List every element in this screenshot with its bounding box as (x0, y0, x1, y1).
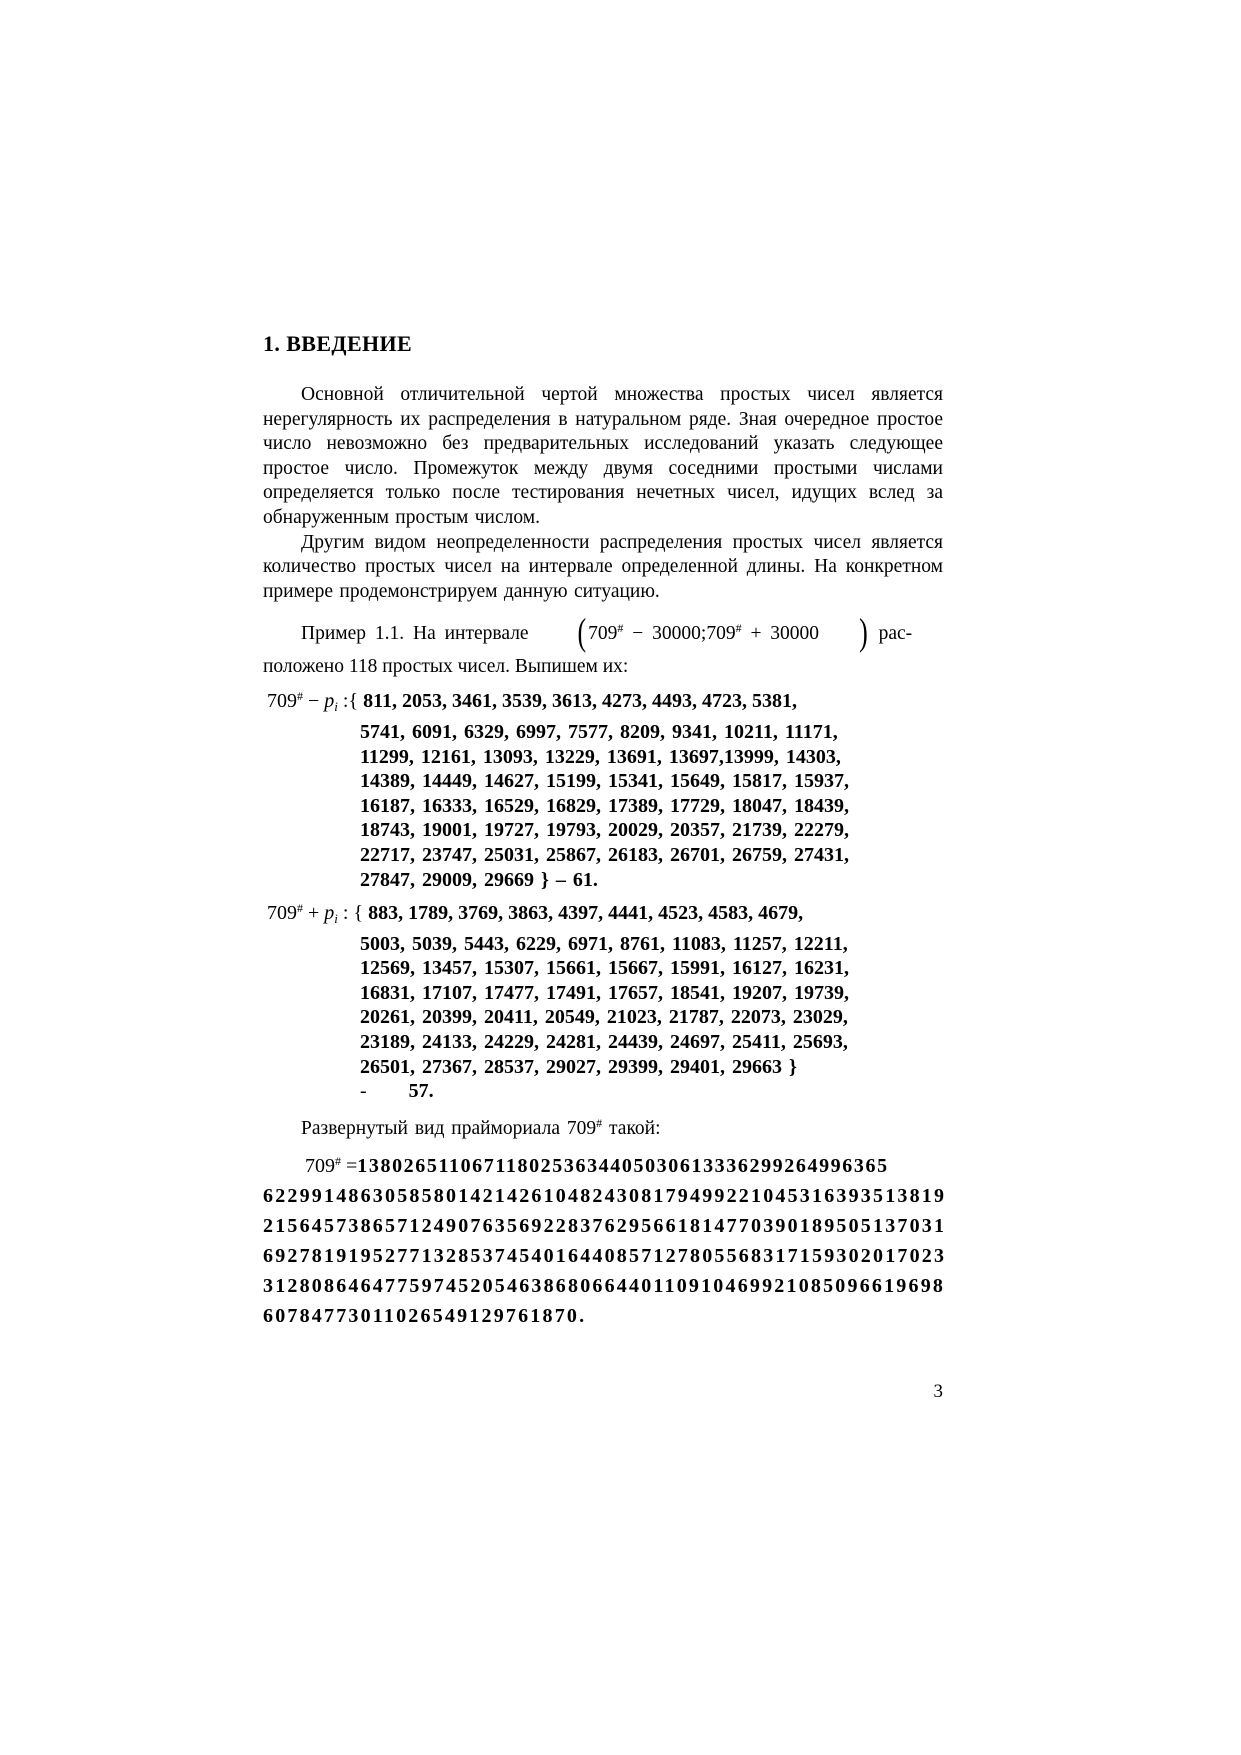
paragraph-intro: Основной отличительной чертой множества простых чисел является нерегулярность их распределения в натуральном ряде. Зная очередное простое число невозможно без предварительных исследований указать следующее простое число. Промежуток между двумя соседними простыми числами определяется только после тестирования нечетных чисел, идущих вслед за обнаруженным простым числом. (263, 384, 943, 528)
primorial-digits-row: 31280864647759745205463868066440110910469921085096619698 (263, 1274, 946, 1297)
prime-count: 57. (408, 1080, 434, 1103)
primorial-base: 709 (267, 902, 297, 925)
prime-list-minus-head (267, 684, 943, 720)
primorial-digits-row: 60784773011026549129761870. (263, 1304, 587, 1327)
primorial-sharp: # (335, 1153, 341, 1168)
prime-list-plus (263, 896, 943, 1104)
primorial-base: 709 (305, 1154, 335, 1177)
prime-values-row: 811, 2053, 3461, 3539, 3613, 4273, 4493, 4723, 5381, (363, 690, 797, 713)
primorial-intro-lead: Развернутый вид праймориала (301, 1117, 561, 1139)
open-paren: ( (577, 611, 587, 654)
primorial-digits-row: 69278191952771328537454016440857127805568317159302017023 (263, 1244, 947, 1267)
prime-values-row: 16187, 16333, 16529, 16829, 17389, 17729, 18047, 18439, (360, 794, 849, 817)
interval-left: − 30000; (632, 623, 707, 645)
set-open: :{ (342, 690, 359, 713)
prime-values-row: 883, 1789, 3769, 3863, 4397, 4441, 4523, 4583, 4679, (368, 902, 804, 925)
set-open: : { (342, 902, 364, 925)
primorial-base: 709 (706, 623, 736, 645)
page-number: 3 (933, 1381, 943, 1402)
primorial-sharp: # (297, 689, 303, 704)
prime-symbol: p (324, 902, 335, 925)
prime-list-minus (263, 684, 943, 892)
prime-values-row: 5003, 5039, 5443, 6229, 6971, 8761, 11083, 11257, 12211, (360, 932, 848, 955)
example-tail: рас- (878, 623, 913, 645)
prime-subscript: i (334, 911, 338, 927)
prime-subscript: i (334, 699, 338, 715)
equals-sign: = (346, 1154, 358, 1177)
primorial-sharp: # (596, 1115, 603, 1130)
primorial-equation (305, 1146, 943, 1181)
example-continuation: положено 118 простых чисел. Выпишем их: (263, 656, 629, 678)
primorial-sharp: # (617, 621, 624, 636)
primorial-sharp: # (735, 621, 742, 636)
primorial-digits-row: 21564573865712490763569228376295661814770390189505137031 (263, 1214, 947, 1237)
section-heading: 1. ВВЕДЕНИЕ (263, 331, 413, 356)
prime-values-row: 27847, 29009, 29669 } – 61. (360, 868, 598, 891)
primorial-intro-tail: такой: (609, 1117, 661, 1139)
prime-values-row: 16831, 17107, 17477, 17491, 17657, 18541, 19207, 19739, (360, 981, 849, 1004)
page-content (263, 331, 947, 1331)
close-paren: ) (859, 611, 868, 654)
prime-values-row: 22717, 23747, 25031, 25867, 26183, 26701, 26759, 27431, (360, 843, 849, 866)
interval-right: + 30000 (750, 623, 820, 645)
prime-count-row (360, 1079, 943, 1104)
prime-values-row: 26501, 27367, 28537, 29027, 29399, 29401, 29663 } (360, 1055, 797, 1078)
minus-operator: − (308, 690, 320, 713)
prime-values-row: 18743, 19001, 19727, 19793, 20029, 20357, 21739, 22279, (360, 819, 849, 842)
prime-list-plus-head (267, 896, 943, 932)
primorial-base: 709 (588, 623, 618, 645)
prime-values-row: 12569, 13457, 15307, 15661, 15667, 15991, 16127, 16231, (360, 957, 849, 980)
primorial-digits-row: 62299148630585801421426104824308179499221045316393513819 (263, 1184, 947, 1207)
prime-values-row: 11299, 12161, 13093, 13229, 13691, 13697,13999, 14303, (360, 745, 841, 768)
primorial-sharp: # (297, 901, 303, 916)
prime-values-row: 20261, 20399, 20411, 20549, 21023, 21787, 22073, 23029, (360, 1006, 848, 1029)
prime-symbol: p (324, 690, 335, 713)
dash: - (360, 1080, 367, 1103)
example-statement (263, 611, 943, 654)
primorial-base: 709 (267, 690, 297, 713)
primorial-intro (263, 1110, 943, 1142)
primorial-digits-row: 1380265110671180253634405030613336299264996365 (357, 1154, 889, 1177)
prime-values-row: 23189, 24133, 24229, 24281, 24439, 24697, 25411, 25693, (360, 1031, 848, 1054)
prime-values-row: 5741, 6091, 6329, 6997, 7577, 8209, 9341, 10211, 11171, (360, 720, 838, 743)
prime-values-row: 14389, 14449, 14627, 15199, 15341, 15649, 15817, 15937, (360, 770, 849, 793)
plus-operator: + (308, 902, 320, 925)
example-lead: Пример 1.1. На интервале (301, 623, 529, 645)
paragraph-second: Другим видом неопределенности распределения простых чисел является количество простых чисел на интервале определенной длины. На конкретном примере продемонстрируем данную ситуацию. (263, 531, 943, 602)
primorial-base: 709 (566, 1117, 597, 1139)
